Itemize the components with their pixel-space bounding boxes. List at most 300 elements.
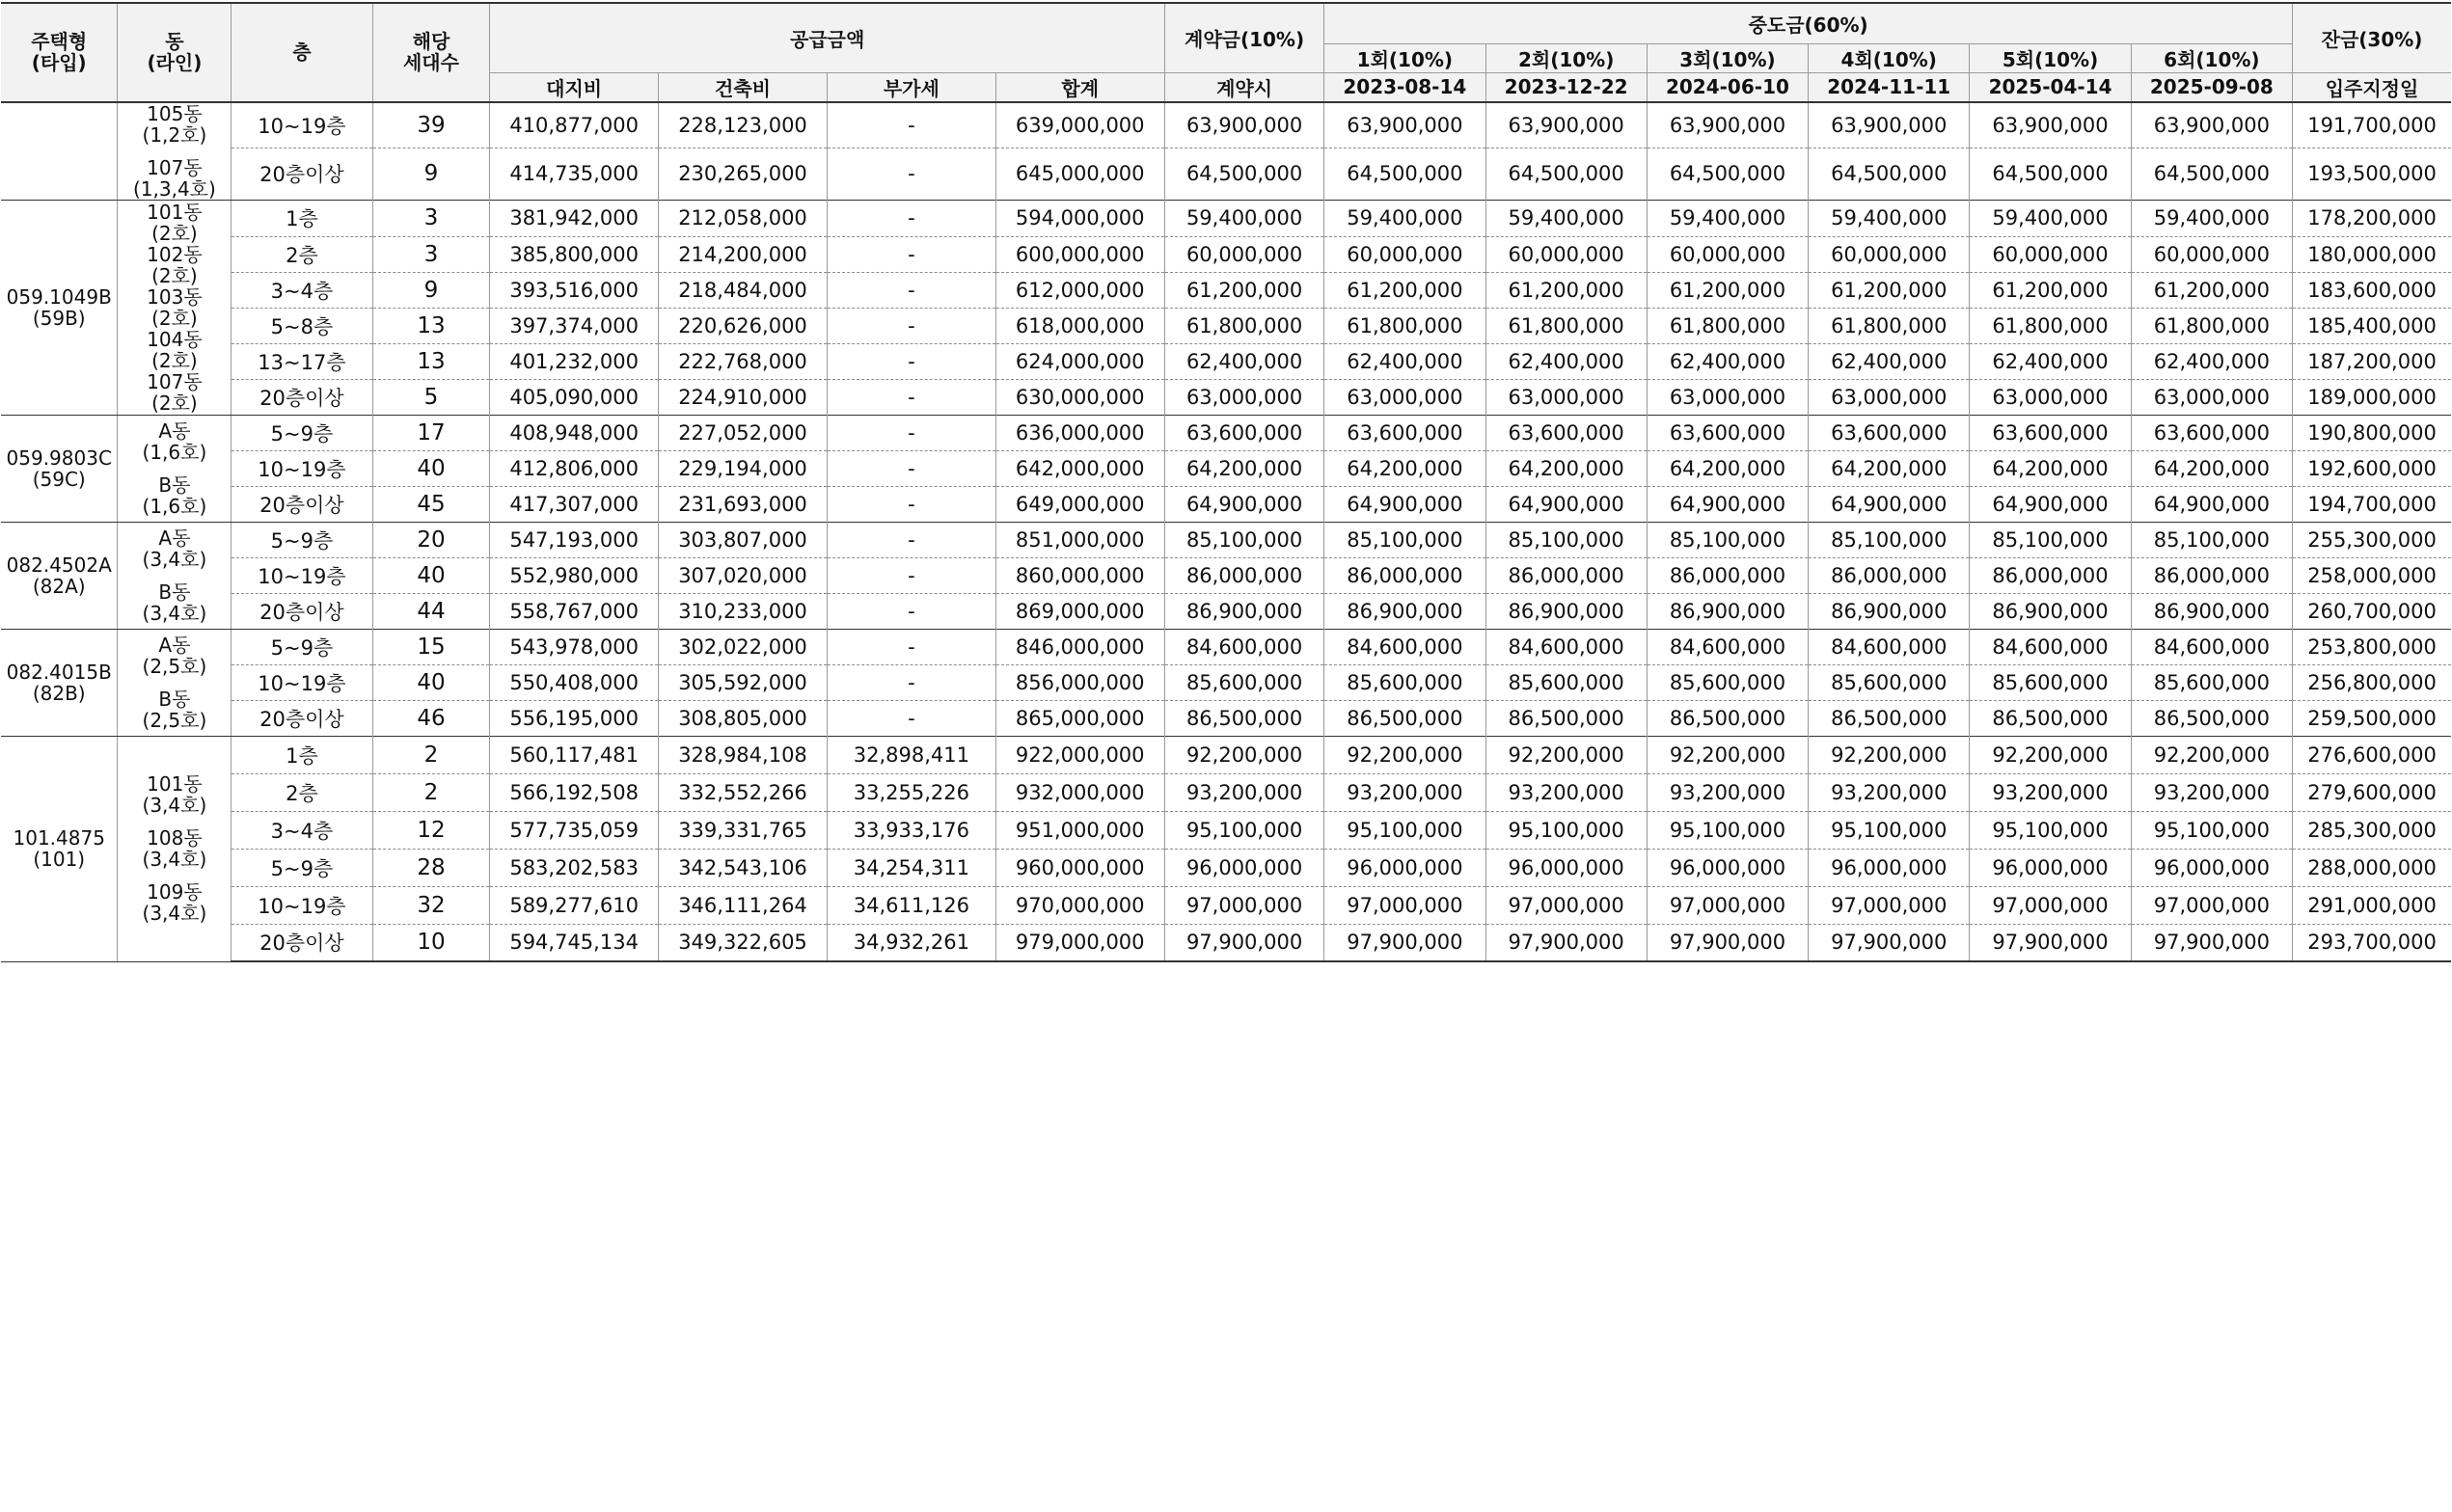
land-cost-cell: 543,978,000: [490, 629, 658, 664]
middle-payment-cell: 60,000,000: [1809, 236, 1970, 272]
floor-cell: 5~8층: [232, 308, 372, 343]
build-cost-cell: 310,233,000: [658, 593, 827, 629]
dong-cell: [118, 736, 232, 961]
balance-cell: 190,800,000: [2293, 415, 2451, 450]
build-cost-cell: 214,200,000: [658, 236, 827, 272]
build-cost-cell: 230,265,000: [658, 148, 827, 200]
vat-cell: -: [828, 557, 995, 593]
middle-payment-cell: 62,400,000: [1485, 343, 1647, 379]
vat-cell: -: [828, 272, 995, 308]
floor-cell: 5~9층: [232, 849, 372, 886]
middle-payment-cell: 63,600,000: [1970, 415, 2131, 450]
dong-name: 107동: [147, 369, 203, 393]
middle-payment-cell: 64,900,000: [1485, 486, 1647, 522]
build-cost-cell: 339,331,765: [658, 811, 827, 849]
balance-cell: 178,200,000: [2293, 200, 2451, 236]
dong-lines: (2호): [151, 391, 198, 415]
dong-name: B동: [158, 472, 191, 497]
middle-payment-cell: 60,000,000: [1324, 236, 1485, 272]
table-row: [1, 102, 2451, 148]
middle-payment-cell: 64,500,000: [1324, 148, 1485, 200]
dong-name: B동: [158, 580, 191, 604]
dong-cell: [118, 629, 232, 736]
dong-lines: (3,4호): [142, 848, 207, 871]
middle-payment-cell: 59,400,000: [1324, 200, 1485, 236]
dong-entry: [133, 157, 216, 200]
middle-payment-cell: 63,000,000: [1970, 379, 2131, 415]
middle-payment-cell: 86,900,000: [1324, 593, 1485, 629]
middle-payment-cell: 86,900,000: [1647, 593, 1808, 629]
middle-payment-cell: 92,200,000: [1970, 736, 2131, 773]
units-cell: 40: [372, 557, 490, 593]
dong-lines: (2호): [151, 263, 198, 287]
middle-payment-cell: 86,500,000: [1324, 700, 1485, 736]
middle-payment-cell: 86,000,000: [2131, 557, 2292, 593]
build-cost-cell: 218,484,000: [658, 272, 827, 308]
middle-payment-cell: 85,600,000: [1970, 664, 2131, 700]
floor-cell: 1층: [232, 736, 372, 773]
dong-list: [118, 773, 231, 924]
units-cell: 40: [372, 450, 490, 486]
deposit-cell: 97,900,000: [1164, 924, 1323, 961]
table-row: [1, 415, 2451, 450]
middle-payment-cell: 61,200,000: [1324, 272, 1485, 308]
installment-label: 5회(10%): [1970, 43, 2131, 72]
middle-payment-cell: 95,100,000: [1647, 811, 1808, 849]
deposit-cell: 95,100,000: [1164, 811, 1323, 849]
total-cell: 960,000,000: [995, 849, 1164, 886]
middle-payment-cell: 85,100,000: [1324, 522, 1485, 557]
vat-cell: 34,254,311: [828, 849, 995, 886]
floor-cell: 10~19층: [232, 664, 372, 700]
middle-payment-cell: 62,400,000: [1970, 343, 2131, 379]
dong-lines: (1,6호): [142, 440, 207, 464]
middle-payment-cell: 64,500,000: [2131, 148, 2292, 200]
dong-cell: [118, 415, 232, 522]
total-cell: 612,000,000: [995, 272, 1164, 308]
dong-entry: [147, 202, 203, 244]
installment-date: 2023-12-22: [1485, 72, 1647, 102]
middle-payment-cell: 64,500,000: [1647, 148, 1808, 200]
deposit-cell: 86,000,000: [1164, 557, 1323, 593]
land-cost-cell: 566,192,508: [490, 773, 658, 811]
units-cell: 2: [372, 736, 490, 773]
middle-payment-cell: 86,000,000: [1324, 557, 1485, 593]
floor-cell: 5~9층: [232, 629, 372, 664]
dong-entry: [143, 634, 207, 677]
deposit-cell: 85,100,000: [1164, 522, 1323, 557]
dong-entry: [147, 286, 203, 329]
total-cell: 642,000,000: [995, 450, 1164, 486]
installment-label: 2회(10%): [1485, 43, 1647, 72]
deposit-cell: 61,200,000: [1164, 272, 1323, 308]
build-cost-cell: 328,984,108: [658, 736, 827, 773]
middle-payment-cell: 64,200,000: [1485, 450, 1647, 486]
dong-entry: [143, 103, 207, 146]
dong-lines: (2호): [151, 221, 198, 245]
table-row: [1, 924, 2451, 961]
type-header: 주택형 (타입): [1, 3, 118, 102]
type-code: 101.4875: [13, 826, 105, 850]
balance-header: 잔금(30%): [2293, 3, 2451, 72]
middle-payment-cell: 92,200,000: [1809, 736, 1970, 773]
build-cost-cell: 229,194,000: [658, 450, 827, 486]
table-row: [1, 308, 2451, 343]
middle-payment-cell: 92,200,000: [1647, 736, 1808, 773]
dong-entry: [143, 881, 207, 924]
middle-payment-cell: 93,200,000: [2131, 773, 2292, 811]
installment-date: 2025-09-08: [2131, 72, 2292, 102]
land-cost-cell: 410,877,000: [490, 102, 658, 148]
total-cell: 624,000,000: [995, 343, 1164, 379]
middle-payment-cell: 61,200,000: [1647, 272, 1808, 308]
middle-payment-cell: 86,000,000: [1970, 557, 2131, 593]
dong-entry: [147, 244, 203, 286]
deposit-cell: 64,200,000: [1164, 450, 1323, 486]
housing-type-cell: [1, 102, 118, 201]
deposit-cell: 92,200,000: [1164, 736, 1323, 773]
middle-payment-cell: 61,800,000: [1485, 308, 1647, 343]
total-cell: 922,000,000: [995, 736, 1164, 773]
middle-payment-cell: 61,800,000: [1324, 308, 1485, 343]
balance-cell: 192,600,000: [2293, 450, 2451, 486]
middle-payment-cell: 97,000,000: [1324, 886, 1485, 924]
installment-label: 3회(10%): [1647, 43, 1808, 72]
deposit-cell: 60,000,000: [1164, 236, 1323, 272]
balance-cell: 253,800,000: [2293, 629, 2451, 664]
units-cell: 9: [372, 272, 490, 308]
land-cost-cell: 385,800,000: [490, 236, 658, 272]
land-cost-cell: 381,942,000: [490, 200, 658, 236]
dong-entry: [143, 474, 207, 517]
supply-header: 공급금액: [490, 3, 1164, 72]
build-cost-header: 건축비: [658, 72, 827, 102]
land-cost-cell: 556,195,000: [490, 700, 658, 736]
installment-label: 4회(10%): [1809, 43, 1970, 72]
deposit-cell: 62,400,000: [1164, 343, 1323, 379]
dong-name: A동: [158, 418, 191, 443]
land-cost-cell: 547,193,000: [490, 522, 658, 557]
middle-payment-cell: 63,600,000: [1809, 415, 1970, 450]
middle-payment-cell: 64,500,000: [1970, 148, 2131, 200]
total-cell: 860,000,000: [995, 557, 1164, 593]
floor-cell: 20층이상: [232, 379, 372, 415]
middle-payment-cell: 64,900,000: [1809, 486, 1970, 522]
deposit-cell: 64,900,000: [1164, 486, 1323, 522]
land-cost-cell: 560,117,481: [490, 736, 658, 773]
middle-payment-cell: 85,100,000: [2131, 522, 2292, 557]
middle-payment-cell: 85,100,000: [1485, 522, 1647, 557]
balance-cell: 288,000,000: [2293, 849, 2451, 886]
middle-payment-cell: 86,500,000: [2131, 700, 2292, 736]
build-cost-cell: 346,111,264: [658, 886, 827, 924]
units-cell: 40: [372, 664, 490, 700]
housing-type-cell: [1, 736, 118, 961]
middle-payment-cell: 97,900,000: [1647, 924, 1808, 961]
middle-payment-cell: 63,000,000: [1324, 379, 1485, 415]
deposit-cell: 63,900,000: [1164, 102, 1323, 148]
middle-payment-cell: 92,200,000: [2131, 736, 2292, 773]
dong-list: [118, 420, 231, 517]
vat-cell: -: [828, 522, 995, 557]
dong-lines: (2,5호): [142, 708, 207, 732]
deposit-cell: 86,500,000: [1164, 700, 1323, 736]
table-row: [1, 486, 2451, 522]
table-row: [1, 343, 2451, 379]
type-alias: (82B): [32, 681, 86, 705]
dong-lines: (3,4호): [142, 547, 207, 571]
dong-lines: (3,4호): [142, 902, 207, 925]
middle-payment-cell: 63,000,000: [1485, 379, 1647, 415]
dong-entry: [143, 827, 207, 870]
units-cell: 45: [372, 486, 490, 522]
type-alias: (82A): [32, 574, 86, 598]
middle-payment-cell: 62,400,000: [1324, 343, 1485, 379]
middle-payment-cell: 64,200,000: [1809, 450, 1970, 486]
middle-payment-cell: 64,900,000: [2131, 486, 2292, 522]
middle-payment-cell: 64,500,000: [1809, 148, 1970, 200]
vat-cell: -: [828, 450, 995, 486]
middle-payment-cell: 62,400,000: [1809, 343, 1970, 379]
table-row: [1, 811, 2451, 849]
table-row: [1, 379, 2451, 415]
deposit-header: 계약금(10%): [1164, 3, 1323, 72]
deposit-cell: 59,400,000: [1164, 200, 1323, 236]
middle-payment-cell: 86,900,000: [1970, 593, 2131, 629]
middle-payment-cell: 95,100,000: [1485, 811, 1647, 849]
middle-payment-cell: 64,900,000: [1647, 486, 1808, 522]
middle-payment-cell: 63,900,000: [1485, 102, 1647, 148]
middle-payment-cell: 96,000,000: [2131, 849, 2292, 886]
middle-payment-cell: 63,900,000: [1809, 102, 1970, 148]
middle-payment-cell: 86,000,000: [1647, 557, 1808, 593]
units-cell: 17: [372, 415, 490, 450]
units-cell: 13: [372, 308, 490, 343]
dong-name: A동: [158, 526, 191, 550]
middle-payment-cell: 86,500,000: [1647, 700, 1808, 736]
vat-cell: 33,255,226: [828, 773, 995, 811]
dong-entry: [143, 773, 207, 816]
total-cell: 856,000,000: [995, 664, 1164, 700]
middle-payment-cell: 63,600,000: [1324, 415, 1485, 450]
balance-cell: 260,700,000: [2293, 593, 2451, 629]
middle-payment-cell: 97,000,000: [1970, 886, 2131, 924]
build-cost-cell: 302,022,000: [658, 629, 827, 664]
land-cost-cell: 558,767,000: [490, 593, 658, 629]
middle-payment-cell: 96,000,000: [1970, 849, 2131, 886]
dong-lines: (2호): [151, 348, 198, 372]
land-cost-cell: 417,307,000: [490, 486, 658, 522]
middle-payment-cell: 64,200,000: [1647, 450, 1808, 486]
dong-list: [118, 634, 231, 731]
build-cost-cell: 231,693,000: [658, 486, 827, 522]
floor-header: 층: [232, 3, 372, 102]
middle-payment-cell: 85,600,000: [1324, 664, 1485, 700]
table-row: [1, 593, 2451, 629]
land-cost-cell: 397,374,000: [490, 308, 658, 343]
dong-cell: [118, 522, 232, 629]
units-cell: 12: [372, 811, 490, 849]
units-cell: 39: [372, 102, 490, 148]
middle-payment-cell: 64,900,000: [1970, 486, 2131, 522]
dong-lines: (3,4호): [142, 794, 207, 817]
middle-payment-cell: 86,900,000: [1809, 593, 1970, 629]
middle-payment-cell: 84,600,000: [1485, 629, 1647, 664]
middle-payment-cell: 84,600,000: [1324, 629, 1485, 664]
land-cost-cell: 408,948,000: [490, 415, 658, 450]
installment-date: 2023-08-14: [1324, 72, 1485, 102]
dong-cell: [118, 200, 232, 415]
floor-cell: 10~19층: [232, 450, 372, 486]
middle-payment-cell: 93,200,000: [1647, 773, 1808, 811]
middle-payment-cell: 63,900,000: [1970, 102, 2131, 148]
total-cell: 869,000,000: [995, 593, 1164, 629]
type-code: 082.4502A: [6, 553, 112, 577]
build-cost-cell: 342,543,106: [658, 849, 827, 886]
middle-payment-cell: 86,000,000: [1809, 557, 1970, 593]
dong-name: B동: [158, 687, 191, 711]
middle-payment-cell: 93,200,000: [1485, 773, 1647, 811]
middle-payment-cell: 59,400,000: [2131, 200, 2292, 236]
table-row: [1, 450, 2451, 486]
middle-payment-cell: 63,900,000: [1324, 102, 1485, 148]
units-cell: 44: [372, 593, 490, 629]
middle-payment-cell: 84,600,000: [1970, 629, 2131, 664]
middle-payment-cell: 63,600,000: [1647, 415, 1808, 450]
balance-cell: 256,800,000: [2293, 664, 2451, 700]
middle-payment-cell: 59,400,000: [1485, 200, 1647, 236]
middle-payment-cell: 97,000,000: [1485, 886, 1647, 924]
type-alias: (59C): [32, 467, 86, 491]
total-cell: 865,000,000: [995, 700, 1164, 736]
units-cell: 10: [372, 924, 490, 961]
middle-payment-cell: 64,200,000: [1324, 450, 1485, 486]
total-cell: 846,000,000: [995, 629, 1164, 664]
dong-list: [118, 103, 231, 200]
build-cost-cell: 224,910,000: [658, 379, 827, 415]
vat-cell: -: [828, 415, 995, 450]
middle-payment-cell: 85,600,000: [2131, 664, 2292, 700]
table-row: [1, 736, 2451, 773]
dong-entry: [143, 420, 207, 463]
middle-payment-cell: 85,100,000: [1647, 522, 1808, 557]
middle-payment-cell: 92,200,000: [1324, 736, 1485, 773]
units-header: 해당 세대수: [372, 3, 490, 102]
dong-name: 108동: [147, 826, 203, 850]
land-cost-cell: 583,202,583: [490, 849, 658, 886]
dong-name: 105동: [147, 101, 203, 125]
vat-header: 부가세: [828, 72, 995, 102]
dong-entry: [143, 581, 207, 624]
total-header: 합계: [995, 72, 1164, 102]
middle-payment-cell: 64,200,000: [2131, 450, 2292, 486]
total-cell: 645,000,000: [995, 148, 1164, 200]
middle-payment-cell: 95,100,000: [1324, 811, 1485, 849]
table-row: [1, 849, 2451, 886]
vat-cell: -: [828, 629, 995, 664]
middle-payment-cell: 84,600,000: [1809, 629, 1970, 664]
type-code: 082.4015B: [6, 660, 112, 684]
middle-payment-cell: 60,000,000: [1970, 236, 2131, 272]
middle-payment-cell: 59,400,000: [1809, 200, 1970, 236]
deposit-cell: 85,600,000: [1164, 664, 1323, 700]
middle-payment-cell: 86,900,000: [1485, 593, 1647, 629]
installment-label: 6회(10%): [2131, 43, 2292, 72]
deposit-when: 계약시: [1164, 72, 1323, 102]
vat-cell: -: [828, 593, 995, 629]
middle-payment-cell: 61,200,000: [1485, 272, 1647, 308]
middle-payment-cell: 97,000,000: [1647, 886, 1808, 924]
middle-payment-cell: 63,900,000: [1647, 102, 1808, 148]
floor-cell: 20층이상: [232, 924, 372, 961]
table-row: [1, 700, 2451, 736]
balance-cell: 285,300,000: [2293, 811, 2451, 849]
vat-cell: 34,932,261: [828, 924, 995, 961]
land-cost-cell: 577,735,059: [490, 811, 658, 849]
balance-cell: 293,700,000: [2293, 924, 2451, 961]
middle-payment-cell: 86,900,000: [2131, 593, 2292, 629]
middle-payment-cell: 61,800,000: [2131, 308, 2292, 343]
land-cost-cell: 589,277,610: [490, 886, 658, 924]
middle-payment-cell: 85,100,000: [1809, 522, 1970, 557]
build-cost-cell: 303,807,000: [658, 522, 827, 557]
build-cost-cell: 228,123,000: [658, 102, 827, 148]
floor-cell: 1층: [232, 200, 372, 236]
balance-cell: 291,000,000: [2293, 886, 2451, 924]
land-cost-cell: 414,735,000: [490, 148, 658, 200]
table-header: [1, 3, 2451, 102]
dong-name: A동: [158, 633, 191, 657]
type-alias: (101): [33, 848, 86, 871]
middle-payment-cell: 61,200,000: [1970, 272, 2131, 308]
units-cell: 2: [372, 773, 490, 811]
deposit-cell: 64,500,000: [1164, 148, 1323, 200]
middle-payment-cell: 86,500,000: [1970, 700, 2131, 736]
table-row: [1, 148, 2451, 200]
dong-lines: (2호): [151, 306, 198, 330]
housing-type-cell: [1, 415, 118, 522]
dong-lines: (2,5호): [142, 654, 207, 678]
vat-cell: -: [828, 664, 995, 700]
dong-list: [118, 527, 231, 624]
table-row: [1, 886, 2451, 924]
land-cost-cell: 405,090,000: [490, 379, 658, 415]
dong-list: [118, 202, 231, 414]
dong-lines: (3,4호): [142, 601, 207, 625]
type-code: 059.1049B: [6, 284, 112, 309]
middle-payment-cell: 63,000,000: [1809, 379, 1970, 415]
balance-cell: 259,500,000: [2293, 700, 2451, 736]
dong-lines: (1,3,4호): [132, 176, 216, 200]
vat-cell: -: [828, 379, 995, 415]
deposit-cell: 61,800,000: [1164, 308, 1323, 343]
middle-payment-cell: 61,200,000: [2131, 272, 2292, 308]
vat-cell: -: [828, 102, 995, 148]
installment-date: 2024-11-11: [1809, 72, 1970, 102]
balance-cell: 193,500,000: [2293, 148, 2451, 200]
floor-cell: 5~9층: [232, 415, 372, 450]
dong-name: 101동: [147, 200, 203, 224]
deposit-cell: 93,200,000: [1164, 773, 1323, 811]
middle-payment-cell: 60,000,000: [1485, 236, 1647, 272]
dong-name: 102동: [147, 242, 203, 266]
dong-name: 104동: [147, 327, 203, 351]
vat-cell: 34,611,126: [828, 886, 995, 924]
vat-cell: -: [828, 343, 995, 379]
middle-payment-cell: 85,600,000: [1809, 664, 1970, 700]
table-row: [1, 236, 2451, 272]
vat-cell: 32,898,411: [828, 736, 995, 773]
